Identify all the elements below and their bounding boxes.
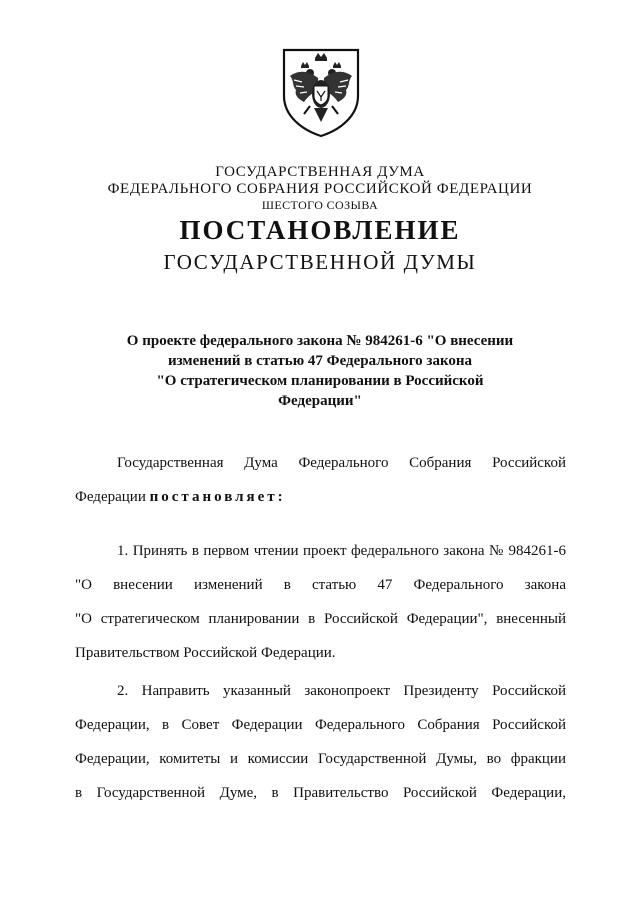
item-2-paragraph xyxy=(75,674,566,810)
subject-line: Федерации" xyxy=(278,393,362,409)
item-1-line: Правительством Российской Федерации. xyxy=(75,645,336,661)
convocation-line: ШЕСТОГО СОЗЫВА xyxy=(261,198,379,212)
preamble-text: Федерации xyxy=(75,489,150,505)
item-1-line: "О стратегическом планировании в Российской Федерации", внесенный xyxy=(75,611,566,627)
preamble-line xyxy=(75,480,566,514)
item-1-line: 1. Принять в первом чтении проект федерального закона № 984261-6 xyxy=(117,543,566,559)
preamble-paragraph xyxy=(75,446,566,514)
item-2-line: 2. Направить указанный законопроект Президенту Российской xyxy=(117,683,566,699)
preamble-line: Государственная Дума Федерального Собрания Российской xyxy=(117,455,566,471)
subject-heading xyxy=(100,331,540,411)
subject-line: изменений в статью 47 Федерального закона xyxy=(167,353,473,369)
subject-line: О проекте федерального закона № 984261-6 "О внесении xyxy=(126,333,514,349)
document-type-title: ПОСТАНОВЛЕНИЕ xyxy=(179,215,461,245)
item-1-line: "О внесении изменений в статью 47 Федерального закона xyxy=(75,577,566,593)
org-line-1: ГОСУДАРСТВЕННАЯ ДУМА xyxy=(215,164,425,180)
item-1-paragraph xyxy=(75,534,566,670)
resolves-keyword: постановляет: xyxy=(149,489,286,505)
item-2-line: Федерации, в Совет Федерации Федерального Собрания Российской xyxy=(75,717,566,733)
item-2-line: в Государственной Думе, в Правительство Российской Федерации, xyxy=(75,785,566,801)
issuer-subtitle: ГОСУДАРСТВЕННОЙ ДУМЫ xyxy=(163,250,477,274)
coat-of-arms-emblem xyxy=(274,44,368,138)
subject-line: "О стратегическом планировании в Российской xyxy=(156,373,484,389)
org-line-2: ФЕДЕРАЛЬНОГО СОБРАНИЯ РОССИЙСКОЙ ФЕДЕРАЦИИ xyxy=(107,181,533,197)
item-2-line: Федерации, комитеты и комиссии Государственной Думы, во фракции xyxy=(75,751,566,767)
